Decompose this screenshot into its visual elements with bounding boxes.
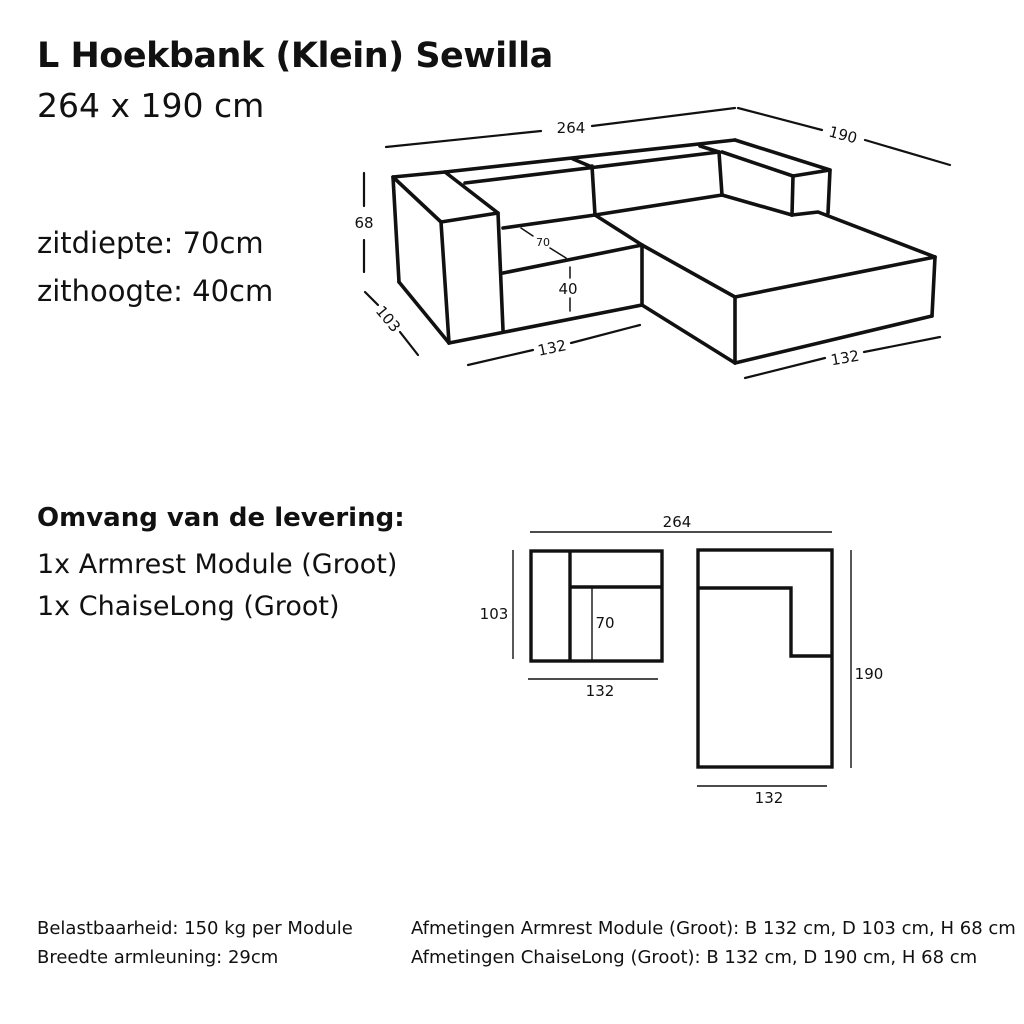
iso-dim-total-width: 264 (556, 119, 586, 137)
seat-depth-spec: zitdiepte: 70cm (37, 226, 264, 260)
isometric-sofa-drawing (364, 108, 950, 378)
plan-dim-chaise-width: 132 (754, 789, 784, 807)
plan-dimension-lines (513, 532, 851, 786)
iso-dim-module-width-right: 132 (829, 346, 861, 370)
plan-dim-total-width: 264 (662, 513, 692, 531)
chaise-long-dimensions-note: Afmetingen ChaiseLong (Groot): B 132 cm, D 190 cm, H 68 cm (411, 947, 978, 968)
plan-dim-armrest-module-width: 132 (585, 682, 615, 700)
chaise-block (642, 140, 935, 363)
iso-dim-height: 68 (354, 214, 374, 232)
iso-dim-seat-height: 40 (558, 280, 578, 298)
delivery-item-armrest-module: 1x Armrest Module (Groot) (37, 549, 398, 580)
load-capacity-note: Belastbaarheid: 150 kg per Module (37, 918, 353, 939)
iso-dim-armrest-depth: 103 (371, 302, 405, 336)
delivery-item-chaise-long: 1x ChaiseLong (Groot) (37, 591, 340, 622)
seat-block (449, 215, 642, 343)
plan-armrest-module (531, 551, 662, 661)
delivery-heading: Omvang van de levering: (37, 503, 405, 533)
product-dimensions: 264 x 190 cm (37, 86, 265, 125)
plan-drawing (513, 532, 851, 786)
armrest-module-dimensions-note: Afmetingen Armrest Module (Groot): B 132 cm, D 103 cm, H 68 cm (411, 918, 1016, 939)
armrest-width-note: Breedte armleuning: 29cm (37, 947, 279, 968)
iso-dim-module-width-left: 132 (536, 336, 568, 360)
seat-height-spec: zithoogte: 40cm (37, 274, 274, 308)
left-armrest (393, 172, 503, 343)
plan-dim-seat-depth: 70 (595, 614, 615, 632)
plan-dim-chaise-depth: 190 (854, 665, 884, 683)
plan-chaise-long (698, 550, 832, 767)
iso-dim-seat-depth: 70 (536, 236, 550, 249)
product-title: L Hoekbank (Klein) Sewilla (37, 36, 553, 76)
iso-dim-total-depth: 190 (826, 122, 860, 148)
plan-dim-armrest-module-depth: 103 (479, 605, 509, 623)
